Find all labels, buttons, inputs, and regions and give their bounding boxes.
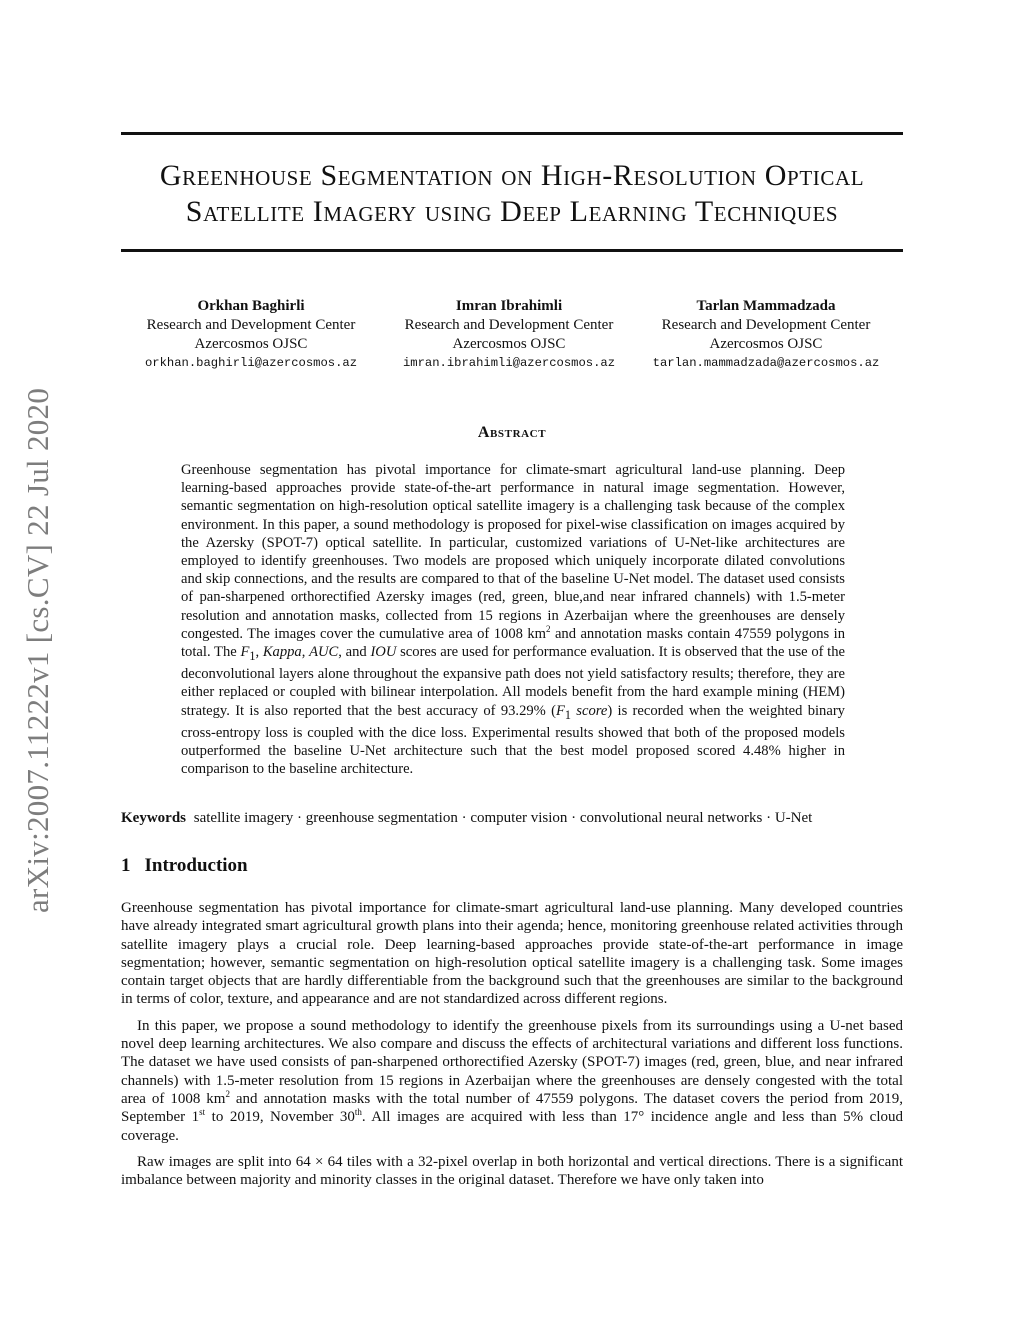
section-title: Introduction (144, 855, 248, 876)
math-f1: F (555, 702, 565, 719)
author-2 (389, 297, 629, 373)
paragraph: Greenhouse segmentation has pivotal importance for climate-smart agricultural land-use planning. Many developed countries have already integrated smart agricultural growth plans into their agenda; hence, monitoring greenhouse related activities through satellite imagery plays a crucial role. Deep learning-based approaches provide state-of-the-art performance in image segmentation; however, semantic segmentation on high-resolution optical satellite imagery is a challenging task. Some images contain target objects that are hardly differentiable from the background such that the greenhouses are similar to the background in terms of color, texture, and appearance and are not standardized across different regions. (121, 900, 903, 1008)
author-name: Orkhan Baghirli (197, 298, 305, 314)
author-department: Research and Development Center (404, 317, 614, 333)
math-unit: km (527, 625, 547, 642)
math-tile-size: 64 × 64 (295, 1153, 343, 1170)
paragraph (121, 1153, 903, 1190)
math-auc: AUC (309, 644, 339, 661)
author-email[interactable]: tarlan.mammadzada@azercosmos.az (652, 356, 880, 370)
math-f1-subscript: 1 (564, 707, 571, 722)
abstract-text-part: ) is recorded when the weighted binary cross-entropy loss is coupled with the dice loss. Experimental results showed that both of the proposed models outperformed the baseline U-Net architecture such that the best model proposed scored 4.48% higher in comparison to the baseline architecture. (181, 702, 845, 778)
title-rule-top (121, 132, 903, 135)
body-text (121, 899, 903, 1197)
paragraph-text: . All images are acquired with less than 17° incidence angle and less than 5% cloud coverage. (121, 1109, 903, 1144)
title-rule-bottom (121, 249, 903, 252)
section-number: 1 (121, 855, 131, 876)
paragraph-text: tiles with a 32-pixel overlap in both horizontal and vertical directions. There is a significant imbalance between majority and minority classes in the original dataset. Therefore we have only taken into (121, 1153, 903, 1189)
math-area: 1008 (493, 625, 523, 642)
title-line-1: Greenhouse Segmentation on High-Resolution Optical (159, 159, 865, 192)
math-exponent: 2 (546, 623, 551, 634)
abstract-text-part: scores are used for performance evaluation. It is observed that the use of the deconvolutional layers alone throughout the expansive path does not yield satisfactory results; therefore, they are either replaced or coupled with bilinear interpolation. All models benefit from the hard example mining (HEM) strategy. It is also reported that the best accuracy of 93.29% ( (181, 644, 846, 719)
paragraph-text: Raw images are split into (137, 1153, 292, 1170)
ordinal-suffix: st (199, 1107, 206, 1118)
author-organization: Azercosmos OJSC (452, 336, 566, 352)
author-1 (133, 297, 369, 373)
math-kappa: Kappa (262, 644, 302, 661)
math-unit: km (206, 1090, 226, 1107)
paper-title (110, 158, 914, 230)
keywords-text: satellite imagery · greenhouse segmentation · computer vision · convolutional neural networks · U-Net (193, 810, 813, 826)
author-department: Research and Development Center (146, 317, 356, 333)
math-f1: F (240, 644, 250, 661)
paragraph-text: and annotation masks with the total number of 47559 polygons. The dataset covers the period from 2019, September 1 (121, 1090, 903, 1126)
abstract-text-part: , and (338, 644, 367, 661)
author-name: Imran Ibrahimli (455, 298, 563, 314)
abstract-heading: Abstract (477, 424, 547, 441)
math-iou: IOU (370, 644, 397, 661)
keywords-line (121, 810, 903, 827)
abstract-text-part: and annotation masks contain 47559 polygons in total. The (181, 625, 845, 661)
author-name: Tarlan Mammadzada (696, 298, 836, 314)
author-email[interactable]: imran.ibrahimli@azercosmos.az (402, 356, 616, 370)
author-organization: Azercosmos OJSC (194, 336, 308, 352)
author-email[interactable]: orkhan.baghirli@azercosmos.az (144, 356, 358, 370)
section-heading (121, 855, 248, 877)
paragraph (121, 1017, 903, 1145)
author-organization: Azercosmos OJSC (709, 336, 823, 352)
author-3 (641, 297, 891, 373)
keywords-label: Keywords (121, 810, 186, 826)
paragraph-text: In this paper, we propose a sound methodology to identify the greenhouse pixels from its surroundings using a U-net based novel deep learning architectures. We also compare and discuss the effects of architectural variations and different loss functions. The dataset we have used consists of pan-sharpened orthorectified Azersky (SPOT-7) images (red, green, blue, and near infrared channels) with 1.5-meter resolution from 15 regions in Azerbaijan where the greenhouses are densely congested with the total area of (121, 1017, 903, 1107)
math-exponent: 2 (225, 1088, 230, 1099)
author-department: Research and Development Center (661, 317, 871, 333)
arxiv-identifier: arXiv:2007.11222v1 [cs.CV] 22 Jul 2020 (20, 387, 55, 913)
abstract-text-part: Greenhouse segmentation has pivotal importance for climate-smart agricultural land-use planning. Deep learning-based approaches provide state-of-the-art performance in natural image segmentation. However, semantic segmentation on high-resolution optical satellite imagery is a challenging task because of the complex environment. In this paper, a sound methodology is proposed for pixel-wise classification on images acquired by the Azersky (SPOT-7) optical satellite. In particular, customized variations of U-Net-like architectures are employed to identify greenhouses. Two models are proposed which uniquely incorporate dilated convolutions and skip connections, and the results are compared to that of the baseline U-Net model. The dataset used consists of pan-sharpened orthorectified Azersky images (red, green, blue,and near infrared channels) with 1.5-meter resolution and annotation masks, collected from 15 regions in Azerbaijan where the greenhouses are densely congested. The images cover the cumulative area of (181, 462, 845, 642)
math-f1-subscript: 1 (249, 648, 256, 663)
author-block (121, 297, 903, 377)
title-line-2: Satellite Imagery using Deep Learning Techniques (185, 195, 839, 228)
math-score: score (576, 702, 608, 719)
math-area: 1008 (170, 1090, 201, 1107)
abstract-text: Greenhouse segmentation has pivotal importance for climate-smart agricultural land-use planning. Deep learning-based approaches provide state-of-the-art performance in natural image segmentation. However, semantic segmentation on high-resolution optical satellite imagery is a challenging task because of the complex environment. In this paper, a sound methodology is proposed for pixel-wise classification on images acquired by the Azersky (SPOT-7) optical satellite. In particular, customized variations of U-Net-like architectures are employed to identify greenhouses. Two models are proposed which uniquely incorporate dilated convolutions and skip connections, and the results are compared to that of the baseline U-Net model. The dataset used consists of pan-sharpened orthorectified Azersky images (red, green, blue,and near infrared channels) with 1.5-meter resolution and annotation masks, collected from 15 regions in Azerbaijan where the greenhouses are densely congested. The images cover the cumulative area of 1008 $km^2$ and annotation masks contain 47559 polygons in total. The $F_1$, Kappa, AUC, and IOU scores are used for performance evaluation. It is observed that the use of the deconvolutional layers alone throughout the expansive path does not yield satisfactory results; therefore, they are either replaced or coupled with bilinear interpolation. All models benefit from the hard example mining (HEM) strategy. It is also reported that the best accuracy of 93.29% ($F_1$ score) is recorded when the weighted binary cross-entropy loss is coupled with the dice loss. Experimental results showed that both of the proposed models outperformed the baseline U-Net architecture such that the best model proposed scored 4.48% higher in comparison to the baseline architecture. (181, 462, 846, 778)
ordinal-suffix: th (354, 1107, 362, 1118)
paragraph-text: to 2019, November 30 (211, 1109, 355, 1126)
